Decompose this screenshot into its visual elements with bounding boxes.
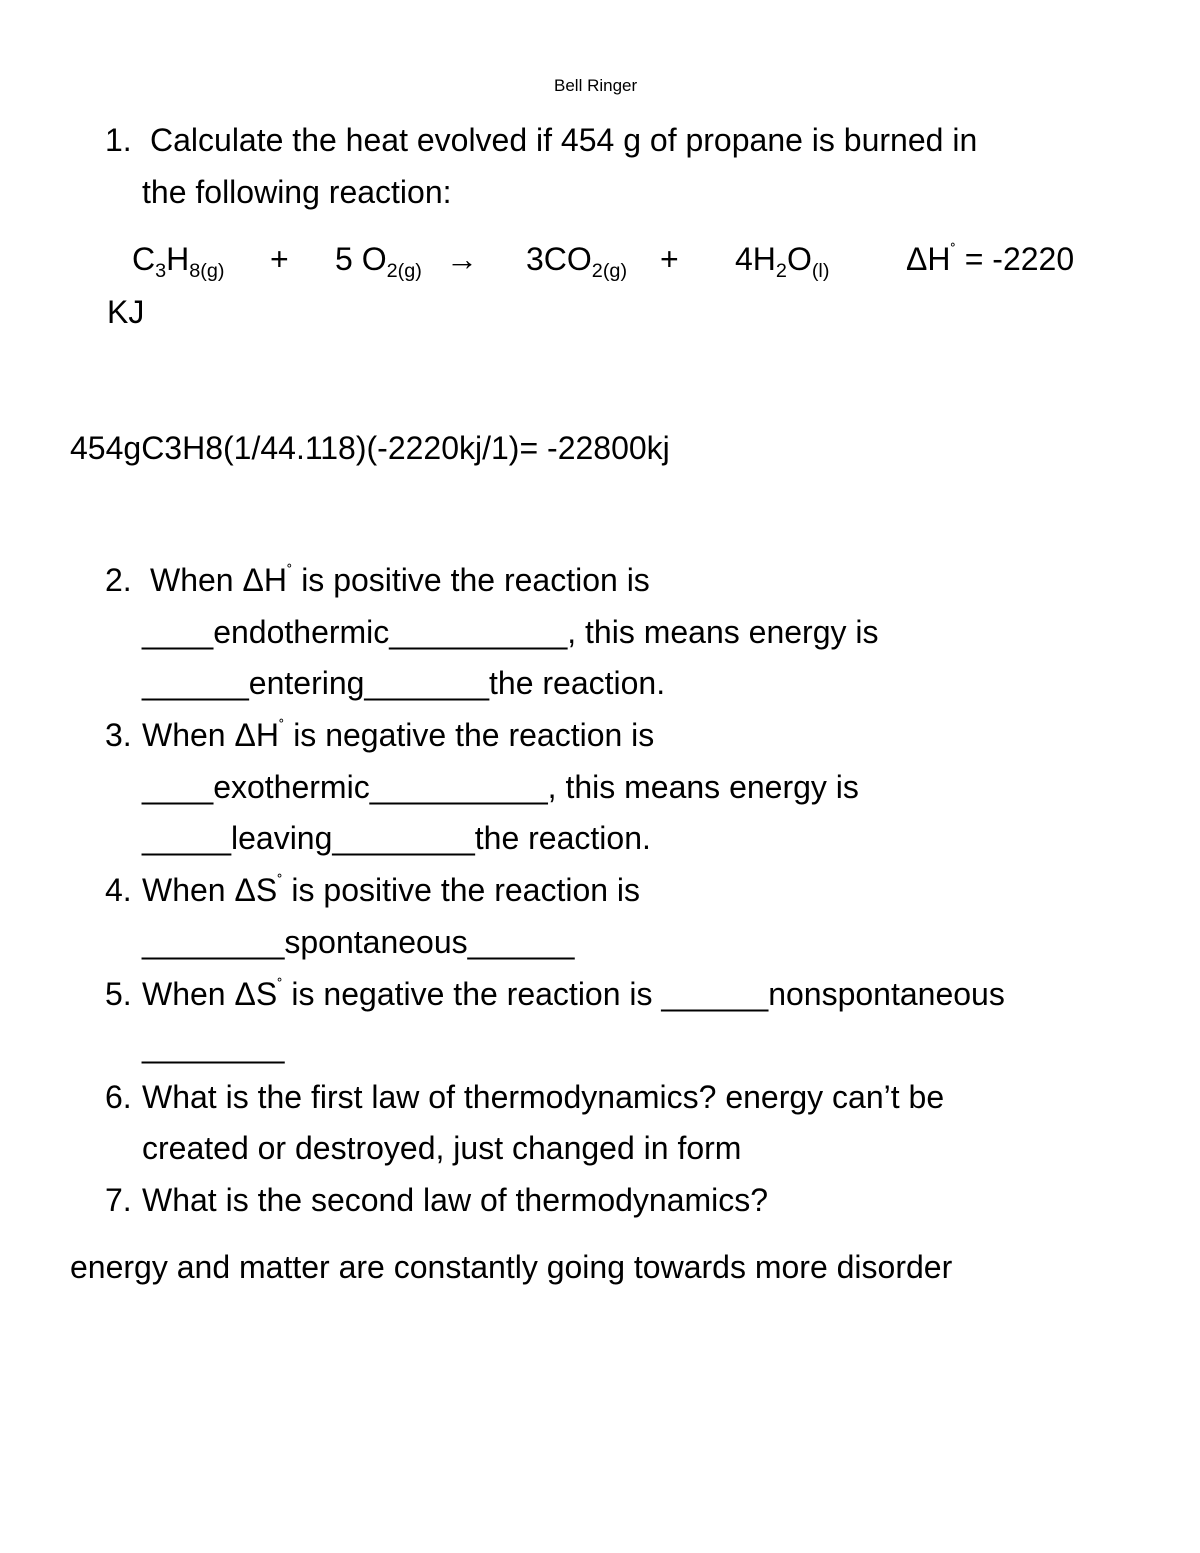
question-2-answer-line2: ______entering_______the reaction. [142,665,666,701]
question-3-text: When ΔH˚ is negative the reaction is [142,717,655,753]
question-1-number: 1. [105,122,132,158]
question-6-number: 6. [105,1079,132,1115]
question-5-text: When ΔS˚ is negative the reaction is ______nonspontaneous [142,976,1005,1012]
equation-unit: KJ [107,294,145,330]
question-3-answer-line2: _____leaving________the reaction. [142,820,651,856]
answer-1: 454gC3H8(1/44.118)(-2220kj/1)= -22800kj [70,430,670,466]
equation-enthalpy: ΔH˚ = -2220 [906,241,1075,277]
question-5-number: 5. [105,976,132,1012]
equation-arrow: → [446,241,478,277]
question-4-number: 4. [105,872,132,908]
question-2-number: 2. [105,562,132,598]
question-7-text: What is the second law of thermodynamics? [142,1182,769,1218]
question-2-answer-line: ____endothermic__________, this means energy is [142,614,879,650]
question-3-number: 3. [105,717,132,753]
question-1-text-line2: the following reaction: [142,174,452,210]
page-header: Bell Ringer [554,76,638,95]
equation-reactant-oxygen: 5 $O_{2(g)}$ [335,241,422,282]
question-4-text: When ΔS˚ is positive the reaction is [142,872,641,908]
equation-product-water: $4H_2O_{(l)}$ [735,241,830,282]
question-1-text: Calculate the heat evolved if 454 g of propane is burned in [150,122,978,158]
equation-product-co2: $3CO_{2(g)}$ [526,241,628,282]
question-6-text-line2: created or destroyed, just changed in form [142,1130,742,1166]
question-4-answer-line: ________spontaneous______ [142,924,575,960]
answer-7: energy and matter are constantly going towards more disorder [70,1249,953,1285]
question-6-text: What is the first law of thermodynamics? energy can’t be [142,1079,945,1115]
equation-plus-2: + [660,241,679,277]
equation-plus-1: + [270,241,289,277]
equation-reactant-propane: $C_3H_{8(g)}$ [132,241,225,282]
question-5-answer-line: ________ [142,1028,285,1064]
question-7-number: 7. [105,1182,132,1218]
question-2-text: When ΔH˚ is positive the reaction is [150,562,650,598]
question-3-answer-line: ____exothermic__________, this means energy is [142,769,859,805]
